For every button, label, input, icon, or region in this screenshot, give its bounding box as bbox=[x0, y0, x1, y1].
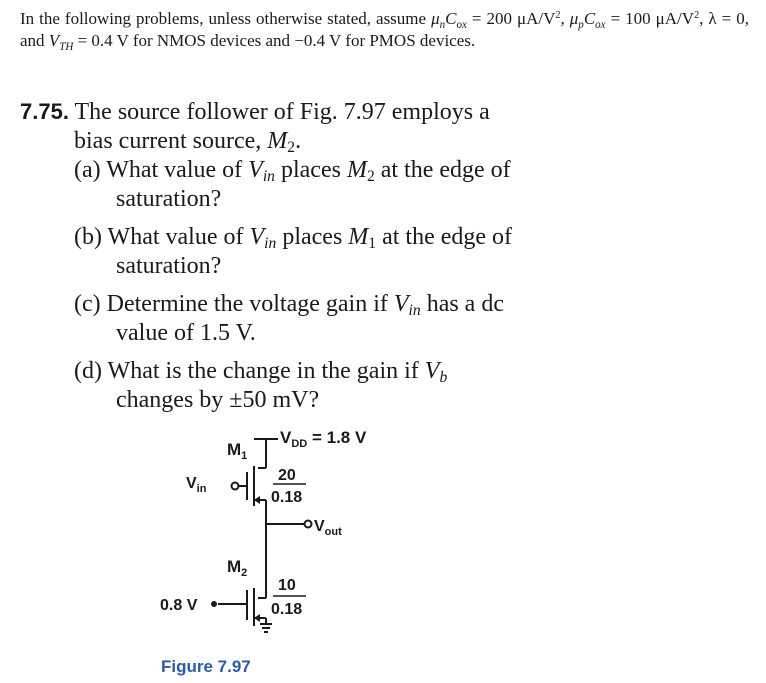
ox-subscript-2: ox bbox=[595, 19, 606, 31]
n-subscript: n bbox=[439, 19, 446, 31]
mu-n-symbol: μ bbox=[431, 9, 440, 28]
m2-length: 0.18 bbox=[271, 601, 303, 618]
part-b bbox=[74, 223, 530, 281]
part-d bbox=[74, 357, 530, 415]
squared-exponent-2: 2 bbox=[694, 10, 700, 21]
pmos-mobility-value: = 100 μA/V bbox=[605, 9, 695, 28]
part-a-label: (a) bbox=[74, 157, 101, 183]
intro-text-3: , λ = 0, and bbox=[20, 9, 749, 50]
part-a bbox=[74, 156, 530, 214]
vin-label: $V_{in}$ bbox=[186, 475, 207, 495]
squared-exponent-1: 2 bbox=[555, 10, 561, 21]
vth-symbol: V bbox=[48, 31, 60, 50]
bias-terminal bbox=[211, 601, 217, 607]
p-subscript: p bbox=[578, 19, 584, 31]
part-a-v: V bbox=[248, 157, 263, 183]
part-b-v-sub: in bbox=[264, 235, 277, 252]
part-b-label: (b) bbox=[74, 224, 102, 250]
part-a-m: M bbox=[346, 157, 367, 183]
part-a-text-1: What value of bbox=[100, 157, 249, 183]
part-b-m: M bbox=[348, 224, 369, 250]
part-d-label: (d) bbox=[74, 358, 102, 384]
stem-text-2: . bbox=[295, 128, 302, 154]
figure-caption: Figure 7.97 bbox=[161, 657, 251, 676]
part-c-label: (c) bbox=[74, 291, 101, 317]
part-b-text-2: places bbox=[276, 224, 349, 250]
m1-label: $M_1$ bbox=[227, 440, 248, 462]
nmos-mobility-value: = 200 μA/V bbox=[466, 9, 556, 28]
cox-symbol-2: C bbox=[583, 9, 596, 28]
problem-7-75 bbox=[20, 97, 530, 415]
vout-terminal bbox=[305, 521, 312, 528]
part-d-text-1: What is the change in the gain if bbox=[101, 358, 425, 384]
problem-stem bbox=[20, 97, 530, 156]
circuit-figure-7-97 bbox=[150, 420, 410, 682]
bias-voltage-label: 0.8 V bbox=[160, 597, 198, 614]
part-d-v: V bbox=[424, 358, 440, 384]
m2-label: $M_2$ bbox=[227, 557, 248, 579]
m1-length: 0.18 bbox=[271, 489, 303, 506]
vdd-label: $V_{DD} = 1.8$ V bbox=[280, 428, 367, 450]
th-subscript: TH bbox=[59, 41, 74, 53]
vout-label: $V_{out}$ bbox=[314, 518, 342, 538]
m2-subscript: 2 bbox=[287, 139, 296, 156]
m2-symbol: M bbox=[267, 128, 288, 154]
intro-text-4: = 0.4 V for NMOS devices and −0.4 V for PMOS devices. bbox=[73, 31, 476, 50]
part-c-text-2: has a dc value of 1.5 V. bbox=[116, 291, 504, 346]
mu-p-symbol: μ bbox=[569, 9, 579, 28]
problem-assumptions bbox=[20, 8, 749, 52]
part-b-text-1: What value of bbox=[101, 224, 250, 250]
part-d-v-sub: b bbox=[439, 369, 448, 386]
m2-width: 10 bbox=[278, 577, 296, 594]
intro-text-2: , bbox=[560, 9, 570, 28]
part-a-v-sub: in bbox=[262, 168, 275, 185]
part-a-text-2: places bbox=[274, 157, 347, 183]
ox-subscript-1: ox bbox=[456, 19, 467, 31]
cox-symbol-1: C bbox=[445, 9, 457, 28]
stem-text-1: The source follower of Fig. 7.97 employs a bias current source, bbox=[68, 99, 490, 154]
part-a-text-3: at the edge of saturation? bbox=[116, 157, 511, 212]
part-b-m-sub: 1 bbox=[368, 235, 377, 252]
m1-width: 20 bbox=[278, 467, 296, 484]
problem-number: 7.75. bbox=[20, 99, 69, 124]
part-b-v: V bbox=[249, 224, 265, 250]
part-c-text-1: Determine the voltage gain if bbox=[100, 291, 394, 317]
vin-terminal bbox=[232, 483, 239, 490]
part-c bbox=[74, 290, 530, 348]
part-d-text-2: changes by ±50 mV? bbox=[116, 387, 320, 413]
part-b-text-3: at the edge of saturation? bbox=[116, 224, 513, 279]
part-a-m-sub: 2 bbox=[366, 168, 375, 185]
part-c-v: V bbox=[393, 291, 409, 317]
intro-text-1: In the following problems, unless otherwise stated, assume bbox=[20, 9, 432, 28]
part-c-v-sub: in bbox=[408, 302, 421, 319]
